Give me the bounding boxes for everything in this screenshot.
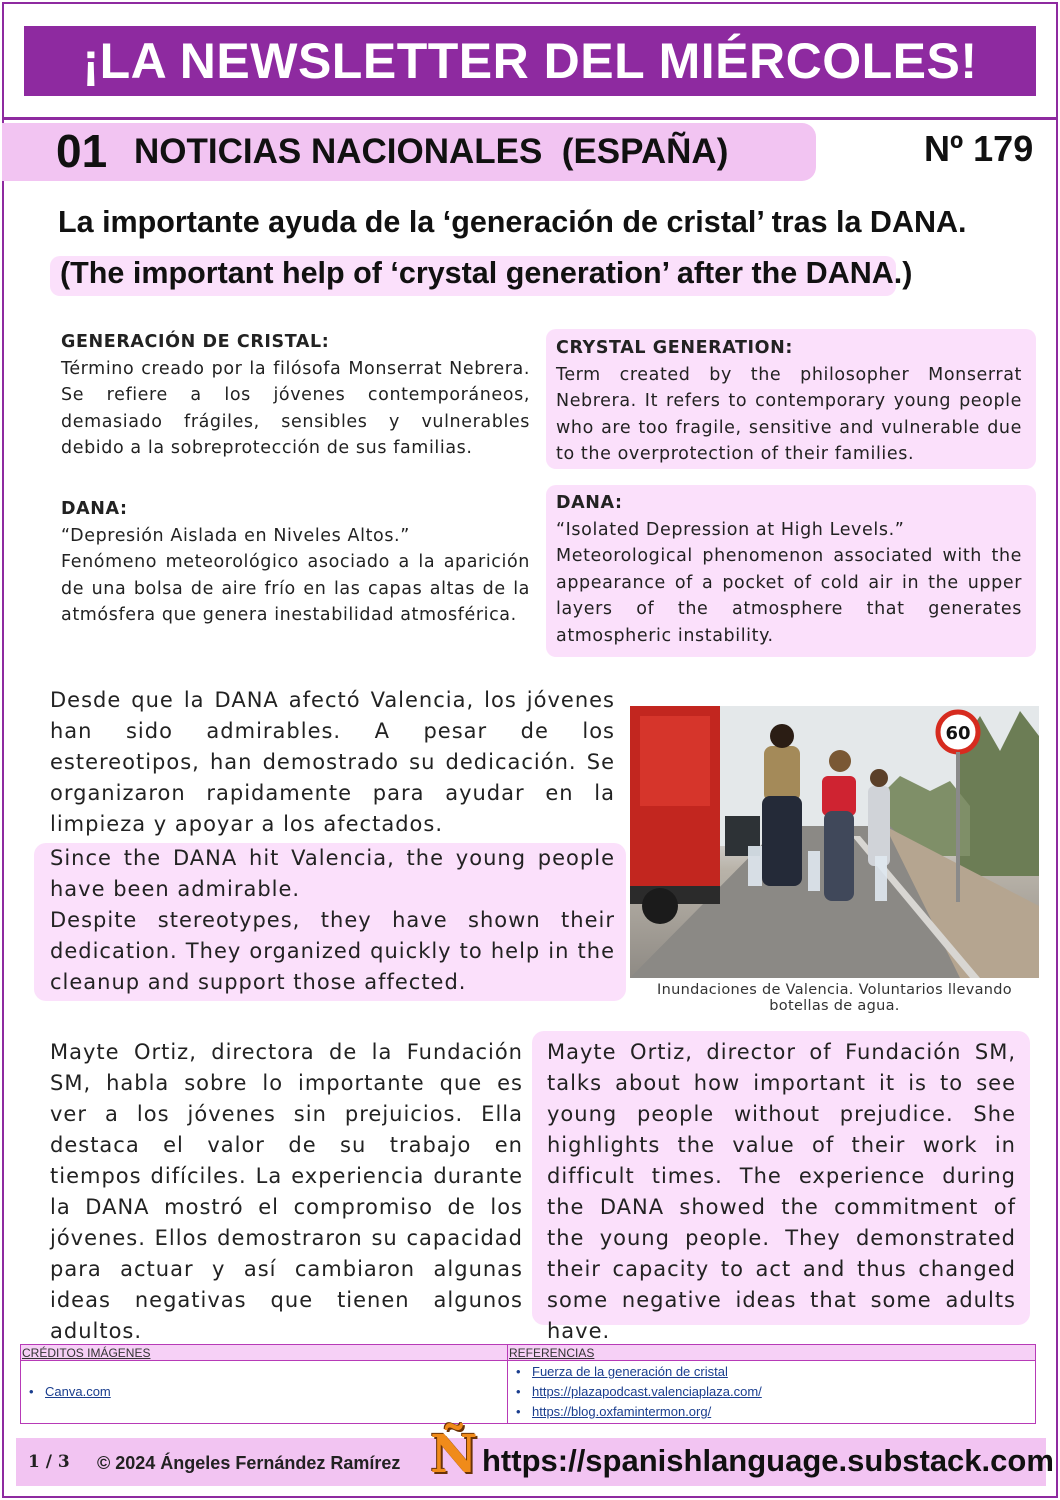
speed-sign-text: 60 (945, 723, 971, 744)
reference-link[interactable]: • Fuerza de la generación de cristal (516, 1362, 762, 1382)
section-title: NOTICIAS NACIONALES (ESPAÑA) (134, 132, 729, 171)
glossary-expansion: “Depresión Aislada en Niveles Altos.” (61, 525, 410, 546)
glossary-term: GENERACIÓN DE CRISTAL: (61, 332, 330, 352)
references-list (516, 1362, 762, 1422)
glossary-term: DANA: (556, 493, 623, 513)
glossary-es-dana (61, 496, 530, 629)
glossary-en-crystal (546, 329, 1036, 469)
reference-link[interactable]: • https://plazapodcast.valenciaplaza.com/ (516, 1382, 762, 1402)
credit-link[interactable]: • Canva.com (29, 1382, 111, 1402)
issue-number: Nº 179 (924, 128, 1034, 169)
photo-illustration (630, 706, 1039, 978)
section-number: 01 (56, 125, 108, 177)
site-url-link[interactable]: https://spanishlanguage.substack.com (482, 1443, 1054, 1478)
references-table (20, 1344, 1036, 1424)
article-paragraph-1-es: Desde que la DANA afectó Valencia, los jóvenes han sido admirables. A pesar de los estereotipos, han demostrado su dedicación. Se organizaron rapidamente para ayudar en la limpieza y apoyar a los afectados. (50, 688, 615, 836)
glossary-term: DANA: (61, 499, 128, 519)
page-indicator: 1 / 3 (28, 1452, 70, 1472)
reference-link[interactable]: • https://blog.oxfamintermon.org/ (516, 1402, 762, 1422)
headline-english: (The important help of ‘crystal generation’ after the DANA.) (60, 256, 913, 290)
glossary-es-crystal (61, 329, 530, 462)
newsletter-title: ¡LA NEWSLETTER DEL MIÉRCOLES! (24, 26, 1036, 96)
headline-spanish: La importante ayuda de la ‘generación de cristal’ tras la DANA. (58, 205, 967, 239)
header-divider (2, 117, 1058, 120)
article-paragraph-2-es: Mayte Ortiz, directora de la Fundación SM, habla sobre lo importante que es ver a los jóvenes sin prejuicios. Ella destaca el valor de su trabajo en tiempos difíciles. La experiencia durante la DANA mostró el compromiso de los jóvenes. Ellos demostraron su capacidad para actuar y así cambiaron algunas ideas negativas que tienen algunos adultos. (50, 1040, 523, 1343)
article-paragraph-1-en-a: Since the DANA hit Valencia, the young people have been admirable. (50, 846, 615, 901)
glossary-term: CRYSTAL GENERATION: (556, 338, 793, 358)
table-column-separator (507, 1345, 508, 1423)
copyright-notice: © 2024 Ángeles Fernández Ramírez (97, 1453, 401, 1473)
volunteers-photo (630, 706, 1039, 978)
glossary-definition: Term created by the philosopher Monserrat Nebrera. It refers to contemporary young people who are too fragile, sensitive and vulnerable due to the overprotection of their families. (556, 364, 1022, 464)
credits-header: CRÉDITOS IMÁGENES (21, 1345, 507, 1361)
glossary-definition: Término creado por la filósofa Monserrat Nebrera. Se refiere a los jóvenes contemporáneos, demasiado frágiles, sensibles y vulnerables debido a la sobreprotección de sus familias. (61, 358, 530, 458)
glossary-definition: Meteorological phenomenon associated with the appearance of a pocket of cold air in the upper layers of the atmosphere that generates atmospheric instability. (556, 546, 1022, 646)
article-paragraph-1-en-b: Despite stereotypes, they have shown their dedication. They organized quickly to help in the cleanup and support those affected. (50, 908, 615, 994)
article-paragraph-2-en: Mayte Ortiz, director of Fundación SM, talks about how important it is to see young people without prejudice. She highlights the value of their work in difficult times. The experience during the DANA showed the commitment of the young people. They demonstrated their capacity to act and thus changed some negative ideas that some adults have. (532, 1031, 1030, 1325)
credits-list (29, 1382, 111, 1402)
glossary-expansion: “Isolated Depression at High Levels.” (556, 519, 905, 540)
article-paragraph-1-en (34, 843, 626, 1001)
photo-caption: Inundaciones de Valencia. Voluntarios llevando botellas de agua. (657, 982, 1012, 1014)
glossary-definition: Fenómeno meteorológico asociado a la aparición de una bolsa de aire frío en las capas altas de la atmósfera que genera inestabilidad atmosférica. (61, 552, 530, 625)
glossary-en-dana (546, 485, 1036, 657)
references-header: REFERENCIAS (508, 1345, 1035, 1361)
n-logo-icon: Ñ (430, 1424, 478, 1485)
